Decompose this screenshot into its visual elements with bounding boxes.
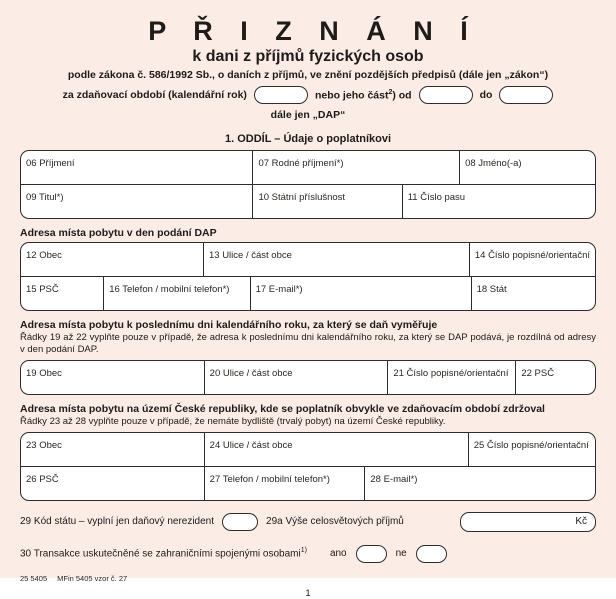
address-lastday-heading: Adresa místa pobytu k poslednímu dni kalendářního roku, za který se daň vyměřuje <box>20 319 438 331</box>
field-label: 24 Ulice / část obce <box>209 439 293 451</box>
address-cz-note: Řádky 23 až 28 vyplňte pouze v případě, že nemáte bydliště (trvalý pobyt) na území České republiky. <box>20 415 446 427</box>
state-code-input[interactable] <box>222 513 258 531</box>
field-15-postal-code[interactable] <box>21 277 104 310</box>
period-middle-label: nebo jeho část$^2$) od <box>314 88 412 102</box>
period-to-input[interactable] <box>499 86 553 104</box>
field-label: 19 Obec <box>26 367 62 379</box>
yes-checkbox[interactable] <box>356 545 387 563</box>
worldwide-income-input[interactable] <box>460 512 596 532</box>
field-label: 27 Telefon / mobilní telefon*) <box>209 473 330 485</box>
field-label: 07 Rodné příjmení*) <box>258 158 344 169</box>
field-11-passport-number[interactable] <box>403 185 595 218</box>
table-row <box>21 243 595 277</box>
no-checkbox[interactable] <box>416 545 447 563</box>
address-current-table <box>20 242 596 311</box>
form-code: 25 5405 <box>20 573 48 583</box>
field-label: 28 E-mail*) <box>370 473 418 485</box>
address-cz-heading: Adresa místa pobytu na území České republiky, kde se poplatník obvykle ve zdaňovacím období zdržoval <box>20 402 545 415</box>
field-19-city[interactable] <box>21 361 205 394</box>
state-code-label: 29 Kód státu – vyplní jen daňový nerezident <box>20 516 215 528</box>
field-07-birth-surname[interactable] <box>253 151 460 184</box>
foreign-transactions-label: 30 Transakce uskutečněné se zahraničními spojenými osobami$^{1)}$ <box>20 547 307 560</box>
table-row <box>21 185 595 218</box>
table-row <box>21 467 595 500</box>
period-from-input[interactable] <box>419 86 473 104</box>
field-16-phone[interactable] <box>104 277 250 310</box>
footnote-2-marker: 2 <box>388 88 393 96</box>
field-24-street[interactable] <box>205 433 469 466</box>
field-label: 09 Titul*) <box>26 192 64 203</box>
field-label: 11 Číslo pasu <box>407 192 466 203</box>
field-13-street[interactable] <box>204 243 470 276</box>
table-row <box>21 277 595 310</box>
field-18-country[interactable] <box>472 277 595 310</box>
no-label: ne <box>395 548 407 560</box>
field-label: 06 Příjmení <box>26 158 75 169</box>
line-29-state-code <box>20 512 596 532</box>
field-22-postal-code[interactable] <box>516 361 595 394</box>
section-1-title: 1. ODDÍL – Údaje o poplatníkovi <box>224 133 392 145</box>
taxpayer-identity-table <box>20 150 596 219</box>
tax-period-line <box>0 86 616 104</box>
form-identifier <box>20 574 596 583</box>
line-30-foreign-transactions <box>20 545 596 563</box>
field-label: 26 PSČ <box>26 473 59 485</box>
field-28-email[interactable] <box>365 467 595 500</box>
address-cz-table <box>20 432 596 501</box>
currency-label: Kč <box>575 516 587 528</box>
field-20-street[interactable] <box>205 361 389 394</box>
field-09-title[interactable] <box>21 185 253 218</box>
field-06-surname[interactable] <box>21 151 253 184</box>
address-lastday-table <box>20 360 596 395</box>
field-08-given-names[interactable] <box>460 151 595 184</box>
period-prefix-label: za zdaňovací období (kalendářní rok) <box>62 89 247 101</box>
field-21-house-number[interactable] <box>388 361 516 394</box>
field-label: 16 Telefon / mobilní telefon*) <box>109 284 230 295</box>
field-label: 21 Číslo popisné/orientační <box>393 367 509 379</box>
field-27-phone[interactable] <box>205 467 366 500</box>
field-12-city[interactable] <box>21 243 204 276</box>
field-label: 15 PSČ <box>26 284 59 295</box>
table-row <box>21 151 595 185</box>
address-lastday-note: Řádky 19 až 22 vyplňte pouze v případě, že adresa k poslednímu dni kalendářního roku, za který se DAP podává, je rozdílná od adresy v den podání DAP. <box>20 332 596 355</box>
field-23-city[interactable] <box>21 433 205 466</box>
field-label: 14 Číslo popisné/orientační <box>474 250 590 261</box>
field-label: 18 Stát <box>476 284 507 295</box>
tax-year-input[interactable] <box>254 86 308 104</box>
field-17-email[interactable] <box>251 277 472 310</box>
field-label: 25 Číslo popisné/orientační <box>473 439 589 451</box>
field-label: 20 Ulice / část obce <box>209 367 293 379</box>
field-26-postal-code[interactable] <box>21 467 205 500</box>
page-number: 1 <box>305 587 311 599</box>
period-to-label: do <box>479 89 493 101</box>
form-title: P Ř I Z N Á N Í <box>148 16 478 46</box>
field-label: 10 Státní příslušnost <box>258 192 346 203</box>
field-25-house-number[interactable] <box>469 433 595 466</box>
dap-abbreviation-line: dále jen „DAP“ <box>270 109 346 121</box>
field-label: 08 Jméno(-a) <box>465 158 522 169</box>
footnote-1-marker: 1) <box>300 547 307 555</box>
form-version: MFin 5405 vzor č. 27 <box>57 573 128 583</box>
table-row <box>21 361 595 394</box>
table-row <box>21 433 595 467</box>
field-label: 17 E-mail*) <box>255 284 303 295</box>
field-label: 13 Ulice / část obce <box>208 250 292 261</box>
field-10-nationality[interactable] <box>253 185 402 218</box>
field-label: 12 Obec <box>26 250 62 261</box>
law-reference-line: podle zákona č. 586/1992 Sb., o daních z příjmů, ve znění pozdějších předpisů (dále jen „zákon“) <box>67 69 549 81</box>
field-label: 23 Obec <box>26 439 62 451</box>
form-subtitle: k dani z příjmů fyzických osob <box>192 48 424 65</box>
field-label: 22 PSČ <box>521 367 555 379</box>
worldwide-income-label: 29a Výše celosvětových příjmů <box>266 516 404 528</box>
yes-label: ano <box>329 548 347 560</box>
address-current-heading: Adresa místa pobytu v den podání DAP <box>20 227 217 239</box>
field-14-house-number[interactable] <box>470 243 595 276</box>
